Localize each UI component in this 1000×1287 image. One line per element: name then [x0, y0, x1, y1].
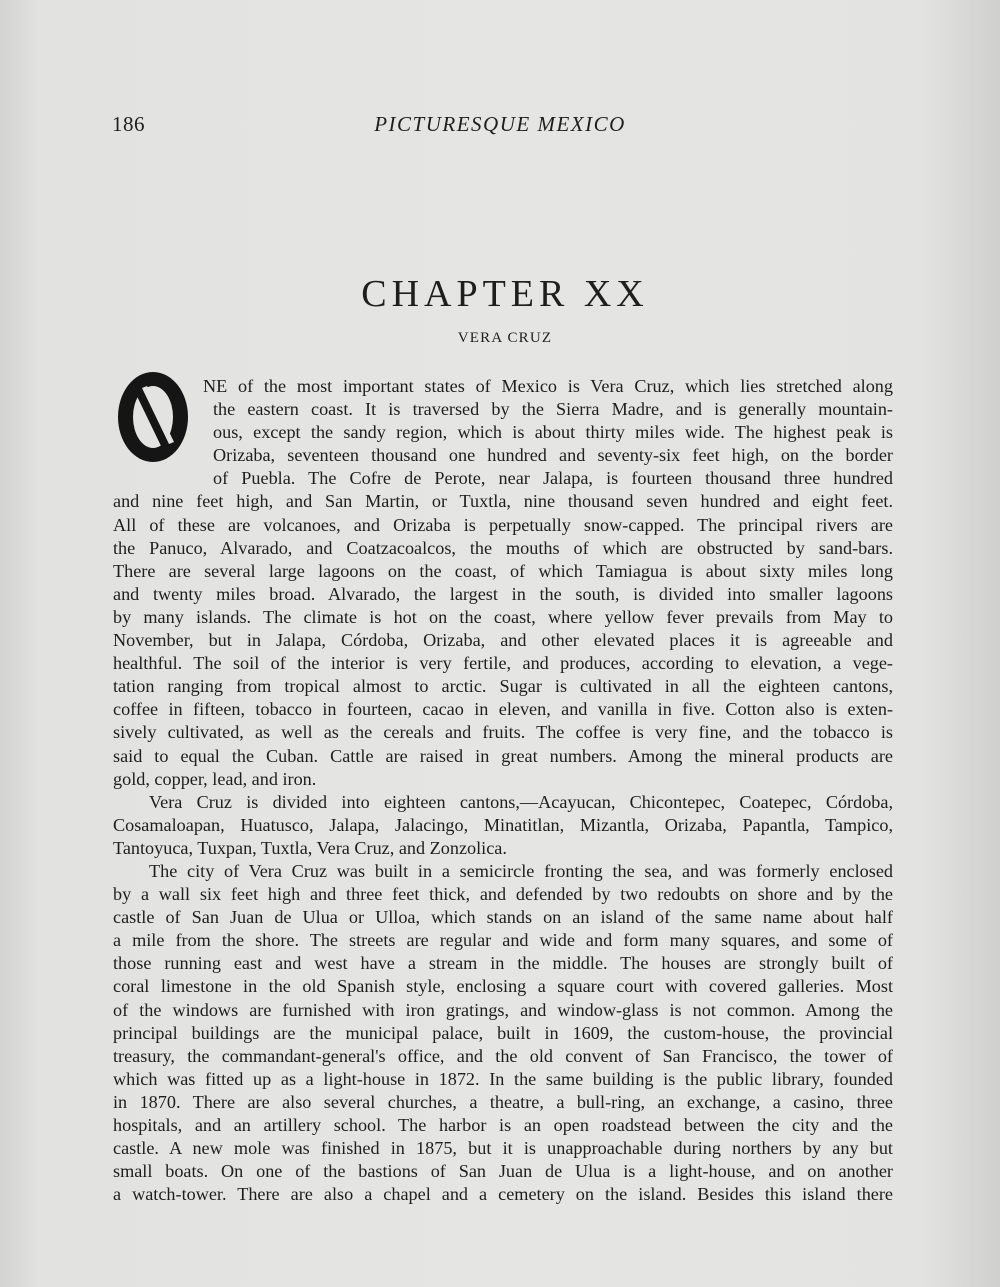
text-line: November, but in Jalapa, Córdoba, Orizaba, and other elevated places it is agreeable and [113, 630, 893, 651]
text-line: the eastern coast. It is traversed by the Sierra Madre, and is generally mountain- [213, 399, 893, 420]
text-line: said to equal the Cuban. Cattle are raised in great numbers. Among the mineral products are [113, 745, 893, 766]
text-line: tation ranging from tropical almost to arctic. Sugar is cultivated in all the eighteen cantons, [113, 676, 893, 697]
text-line: treasury, the commandant-general's office, and the old convent of San Francisco, the tower of [113, 1045, 893, 1066]
text-line: by a wall six feet high and three feet thick, and defended by two redoubts on shore and by the [113, 884, 893, 905]
text-line: of Puebla. The Cofre de Perote, near Jalapa, is fourteen thousand three hundred [213, 468, 893, 489]
text-line: those running east and west have a stream in the middle. The houses are strongly built of [113, 953, 893, 974]
text-line: which was fitted up as a light-house in 1872. In the same building is the public library, founded [113, 1068, 893, 1089]
body-text [113, 375, 893, 1206]
text-line: and nine feet high, and San Martin, or Tuxtla, nine thousand seven hundred and eight feet. [113, 491, 893, 512]
text-line: castle. A new mole was finished in 1875, but it is unapproachable during northers by any but [113, 1138, 893, 1159]
chapter-subtitle: VERA CRUZ [457, 330, 553, 346]
text-line: and twenty miles broad. Alvarado, the largest in the south, is divided into smaller lagoons [113, 583, 893, 604]
text-line: sively cultivated, as well as the cereals and fruits. The coffee is very fine, and the tobacco is [113, 722, 893, 743]
text-line: All of these are volcanoes, and Orizaba is perpetually snow-capped. The principal rivers are [113, 514, 893, 535]
text-line: Tantoyuca, Tuxpan, Tuxtla, Vera Cruz, and Zonzolica. [113, 837, 507, 858]
text-line: the Panuco, Alvarado, and Coatzacoalcos, the mouths of which are obstructed by sand-bars. [113, 537, 893, 558]
text-line: There are several large lagoons on the coast, of which Tamiagua is about sixty miles long [113, 560, 893, 581]
text-line: principal buildings are the municipal palace, built in 1609, the custom-house, the provincial [113, 1022, 893, 1043]
page-number: 186 [112, 112, 145, 136]
text-line: in 1870. There are also several churches, a theatre, a bull-ring, an exchange, a casino, three [113, 1091, 893, 1112]
text-line: healthful. The soil of the interior is very fertile, and produces, according to elevation, a vege- [113, 653, 893, 674]
chapter-title: CHAPTER XX [361, 273, 649, 315]
text-line: ous, except the sandy region, which is about thirty miles wide. The highest peak is [213, 422, 893, 443]
text-line: Orizaba, seventeen thousand one hundred and seventy-six feet high, on the border [213, 445, 893, 466]
text-line: Vera Cruz is divided into eighteen cantons,—Acayucan, Chicontepec, Coatepec, Córdoba, [149, 791, 893, 812]
text-line: coral limestone in the old Spanish style, enclosing a square court with covered galleries. Most [113, 976, 893, 997]
text-line: of the windows are furnished with iron gratings, and window-glass is not common. Among the [113, 999, 893, 1020]
text-line: a mile from the shore. The streets are regular and wide and form many squares, and some of [113, 930, 893, 951]
text-line: small boats. On one of the bastions of San Juan de Ulua is a light-house, and on another [113, 1161, 893, 1182]
text-line: castle of San Juan de Ulua or Ulloa, which stands on an island of the same name about half [113, 907, 893, 928]
text-line: gold, copper, lead, and iron. [113, 768, 317, 789]
text-line: a watch-tower. There are also a chapel and a cemetery on the island. Besides this island there [113, 1184, 893, 1205]
text-line: NE of the most important states of Mexico is Vera Cruz, which lies stretched along [203, 376, 893, 396]
text-line: hospitals, and an artillery school. The harbor is an open roadstead between the city and the [113, 1115, 893, 1135]
text-line: by many islands. The climate is hot on the coast, where yellow fever prevails from May to [113, 606, 893, 627]
text-line: The city of Vera Cruz was built in a semicircle fronting the sea, and was formerly enclosed [149, 860, 893, 881]
running-title: PICTURESQUE MEXICO [374, 112, 626, 136]
text-line: coffee in fifteen, tobacco in fourteen, cacao in eleven, and vanilla in five. Cotton also is exten- [113, 699, 893, 720]
text-line: Cosamaloapan, Huatusco, Jalapa, Jalacingo, Minatitlan, Mizantla, Orizaba, Papantla, Tampico, [113, 814, 893, 835]
